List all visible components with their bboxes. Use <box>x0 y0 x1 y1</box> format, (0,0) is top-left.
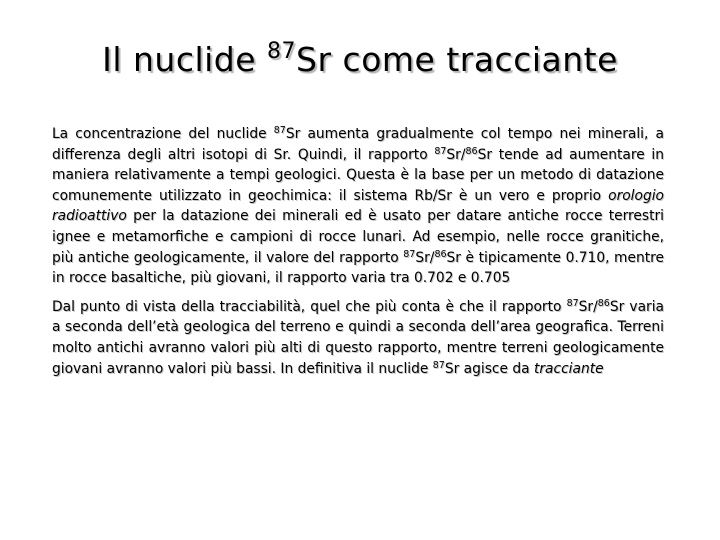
p2-mass-number: 86 <box>597 297 610 309</box>
p2-mass-number: 87 <box>432 359 445 371</box>
p2-italic-term: tracciante <box>533 360 604 377</box>
p2-text-1: Dal punto di vista della tracciabilità, quel che più conta è che il rapporto <box>52 298 567 315</box>
p1-text-2: Sr aumenta gradualmente col tempo nei minerali, a differenza degli altri isotopi di Sr. Quindi, il rapporto <box>52 126 665 163</box>
p2-text-2: Sr/ <box>578 298 598 315</box>
body-text <box>52 124 664 379</box>
paragraph-2 <box>52 297 664 379</box>
p1-mass-number: 87 <box>403 248 416 260</box>
p1-mass-number: 86 <box>465 145 478 157</box>
p2-mass-number: 87 <box>566 297 579 309</box>
p1-text-1: La concentrazione del nuclide <box>52 126 274 142</box>
p1-mass-number: 86 <box>434 248 447 260</box>
title-mass-number: 87 <box>267 39 297 65</box>
p1-text-5: per la datazione dei minerali ed è usato per datare antiche rocce terrestri ignee e metamorfiche e campioni di rocce lunari. Ad esempio, nelle rocce granitiche, più antiche geologicamente, il valore del rapporto <box>52 208 664 266</box>
slide-title <box>0 40 720 79</box>
paragraph-1 <box>52 124 664 289</box>
p1-mass-number: 87 <box>273 125 286 136</box>
p2-text-4: Sr agisce da <box>444 360 534 377</box>
title-text-post: Sr come tracciante <box>296 40 618 80</box>
p1-text-3: Sr/ <box>446 146 466 163</box>
title-text-pre: Il nuclide <box>102 40 268 80</box>
p1-mass-number: 87 <box>434 145 447 157</box>
p1-text-7: Sr è tipicamente 0.710, mentre in rocce basaltiche, più giovani, il rapporto varia tra 0.702 e 0.705 <box>52 249 664 287</box>
p1-text-4: Sr tende ad aumentare in maniera relativamente a tempi geologici. Questa è la base per un metodo di datazione comunemente utilizzato in geochimica: il sistema Rb/Sr è un vero e proprio <box>52 146 664 204</box>
p2-text-3: Sr varia a seconda dell’età geologica del terreno e quindi a seconda dell’area geografica. Terreni molto antichi avranno valori più alti di questo rapporto, mentre terreni geologicamente giovani avranno valori più bassi. In definitiva il nuclide <box>52 298 664 377</box>
p1-text-6: Sr/ <box>415 249 435 266</box>
p1-italic-term: orologio radioattivo <box>52 187 664 225</box>
